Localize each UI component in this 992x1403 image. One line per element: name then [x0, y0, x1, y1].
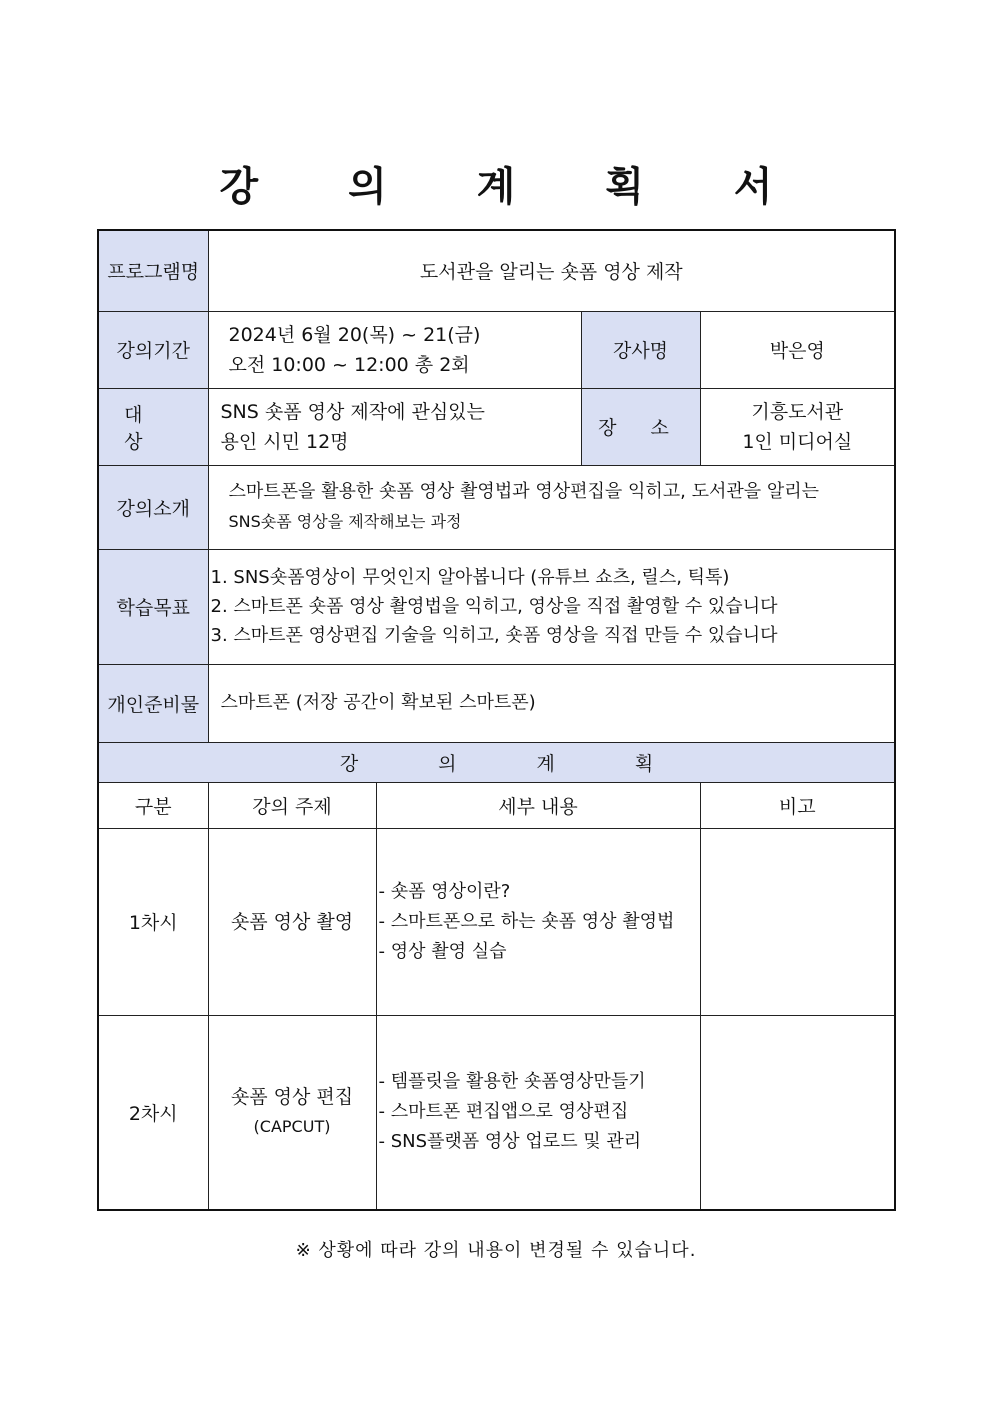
goal-item: 1. SNS숏폼영상이 무엇인지 알아봅니다 (유튜브 쇼츠, 릴스, 틱톡) — [210, 567, 730, 588]
detail-item: - SNS플랫폼 영상 업로드 및 관리 — [378, 1131, 642, 1153]
prep-label: 개인준비물 — [98, 664, 208, 742]
target-line-2: 용인 시민 12명 — [220, 430, 349, 453]
plan-header-row — [98, 782, 895, 828]
place-label: 장 소 — [581, 388, 700, 465]
header-session: 구분 — [98, 782, 208, 828]
instructor-label: 강사명 — [581, 311, 700, 388]
intro-line-1: 스마트폰을 활용한 숏폼 영상 촬영법과 영상편집을 익히고, 도서관을 알리는 — [228, 481, 820, 502]
intro-label: 강의소개 — [98, 465, 208, 549]
goals-label: 학습목표 — [98, 549, 208, 664]
prep-value: 스마트폰 (저장 공간이 확보된 스마트폰) — [208, 664, 895, 742]
topic-line-2: (CAPCUT) — [253, 1117, 331, 1137]
session-label: 1차시 — [98, 828, 208, 1015]
session-details — [376, 1015, 700, 1210]
place-value — [700, 388, 895, 465]
topic-line-1: 숏폼 영상 촬영 — [230, 910, 354, 933]
program-label: 프로그램명 — [98, 230, 208, 311]
topic-line-1: 숏폼 영상 편집 — [230, 1086, 354, 1109]
detail-item: - 숏폼 영상이란? — [378, 880, 511, 902]
intro-value — [208, 465, 895, 549]
session-note — [700, 1015, 895, 1210]
session-topic — [208, 828, 376, 1015]
target-row — [98, 388, 895, 465]
session-details — [376, 828, 700, 1015]
lecture-plan-table — [97, 229, 896, 1211]
place-line-2: 1인 미디어실 — [742, 430, 853, 453]
instructor-value: 박은영 — [700, 311, 895, 388]
detail-item: - 스마트폰으로 하는 숏폼 영상 촬영법 — [378, 910, 675, 932]
plan-section-title: 강의계획 — [98, 742, 895, 782]
session-note — [700, 828, 895, 1015]
header-topic: 강의 주제 — [208, 782, 376, 828]
document-title: 강 의 계 획 서 — [219, 164, 811, 210]
detail-item: - 템플릿을 활용한 숏폼영상만들기 — [378, 1071, 646, 1093]
target-value — [208, 388, 581, 465]
goal-item: 2. 스마트폰 숏폼 영상 촬영법을 익히고, 영상을 직접 촬영할 수 있습니다 — [210, 596, 778, 617]
session-row — [98, 1015, 895, 1210]
intro-row — [98, 465, 895, 549]
detail-item: - 스마트폰 편집앱으로 영상편집 — [378, 1101, 629, 1123]
period-dates: 2024년 6월 20(목) ~ 21(금) — [228, 323, 481, 346]
period-value — [208, 311, 581, 388]
footnote: ※ 상황에 따라 강의 내용이 변경될 수 있습니다. — [295, 1240, 697, 1261]
plan-section-row — [98, 742, 895, 782]
goals-list — [208, 549, 895, 664]
period-row — [98, 311, 895, 388]
goals-row — [98, 549, 895, 664]
target-label: 대 상 — [98, 388, 208, 465]
header-details: 세부 내용 — [376, 782, 700, 828]
period-label: 강의기간 — [98, 311, 208, 388]
session-topic — [208, 1015, 376, 1210]
program-value: 도서관을 알리는 숏폼 영상 제작 — [208, 230, 895, 311]
detail-item: - 영상 촬영 실습 — [378, 940, 507, 962]
session-row — [98, 828, 895, 1015]
session-label: 2차시 — [98, 1015, 208, 1210]
target-line-1: SNS 숏폼 영상 제작에 관심있는 — [220, 400, 485, 423]
place-line-1: 기흥도서관 — [751, 400, 844, 423]
program-row — [98, 230, 895, 311]
period-time: 오전 10:00 ~ 12:00 총 2회 — [228, 353, 470, 376]
goal-item: 3. 스마트폰 영상편집 기술을 익히고, 숏폼 영상을 직접 만들 수 있습니다 — [210, 625, 778, 646]
header-note: 비고 — [700, 782, 895, 828]
intro-line-2: SNS숏폼 영상을 제작해보는 과정 — [228, 512, 462, 531]
prep-row — [98, 664, 895, 742]
